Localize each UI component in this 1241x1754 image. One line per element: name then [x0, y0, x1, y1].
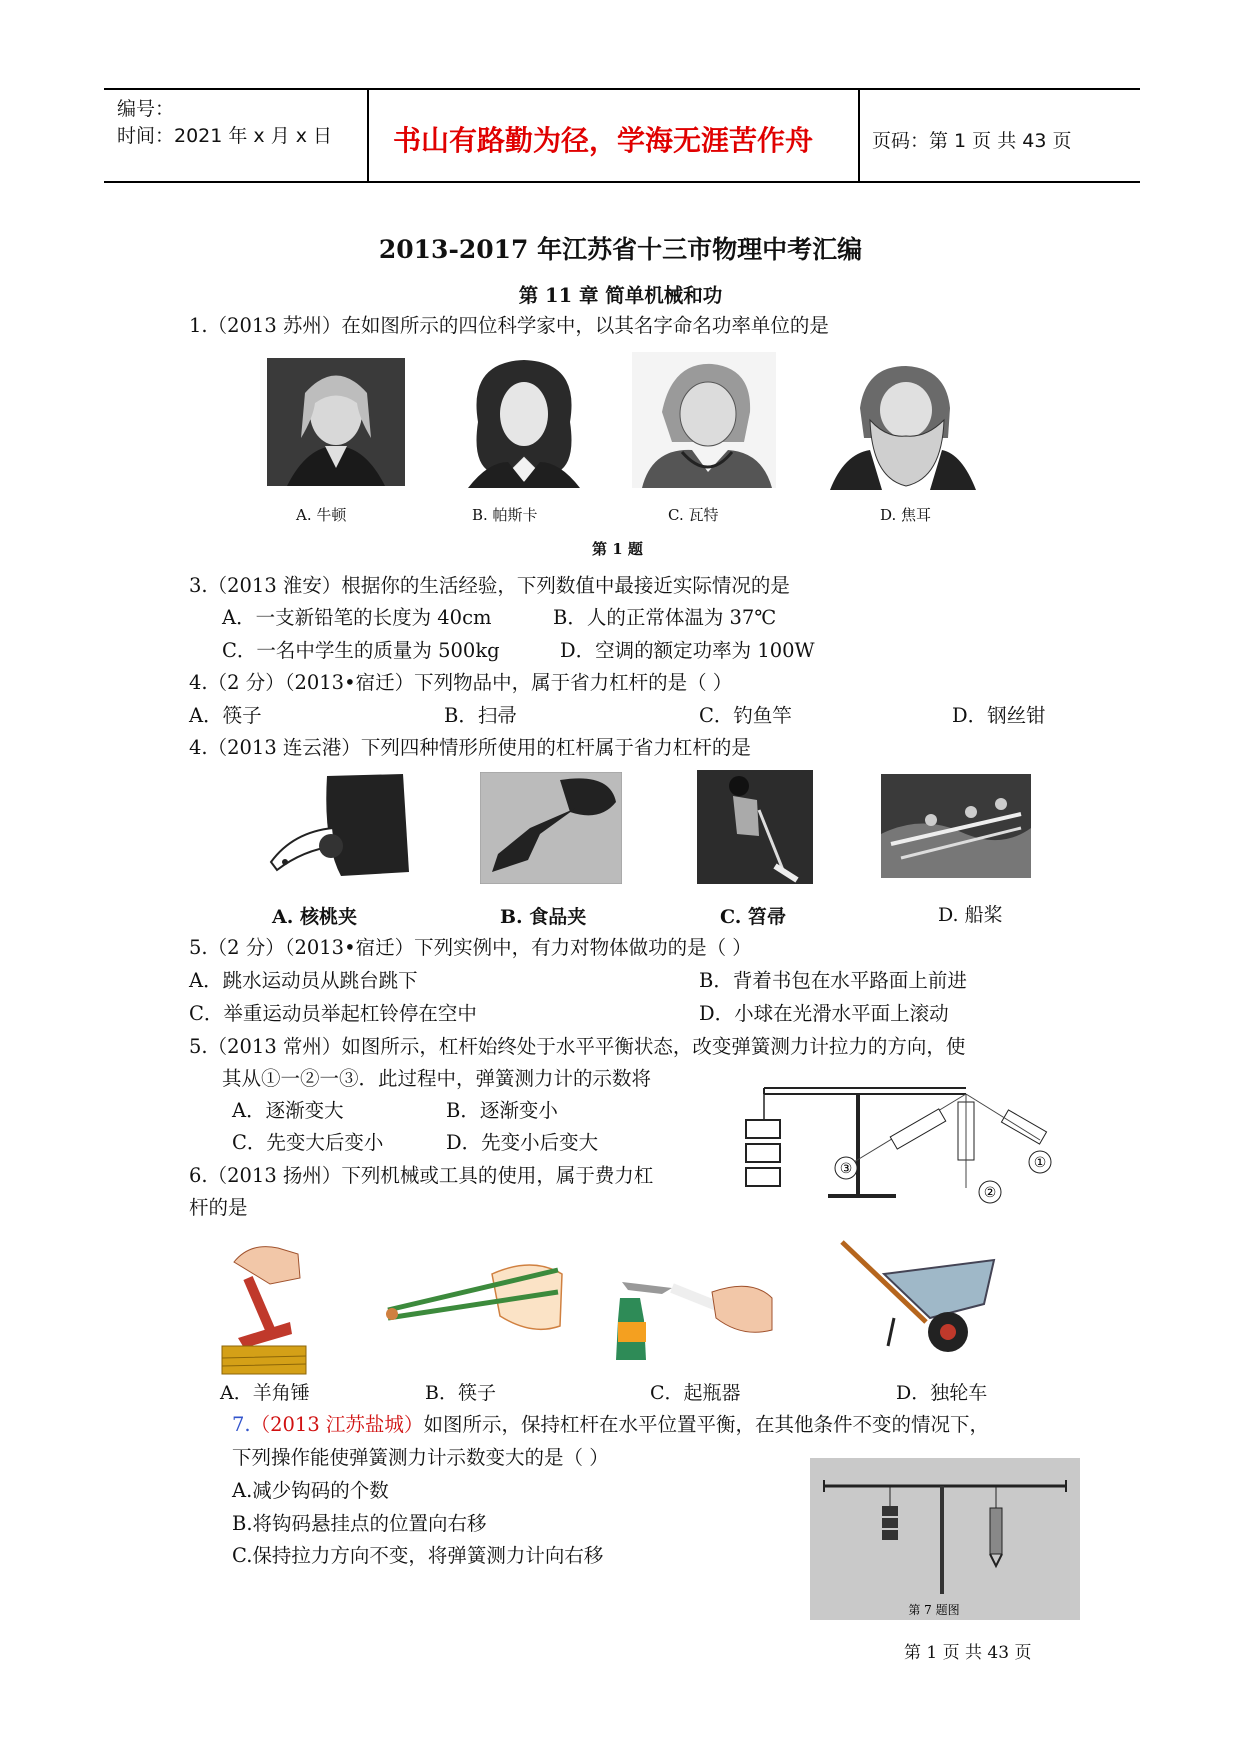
q5a-stem: 5.（2 分）（2013•宿迁）下列实例中，有力对物体做功的是（ ）: [189, 936, 752, 959]
q5a-option-b: B．背着书包在水平路面上前进: [699, 969, 967, 992]
mark-3: ③: [839, 1161, 853, 1177]
q3-option-d: D．空调的额定功率为 100W: [560, 639, 815, 662]
q1-figure-label: 第 1 题: [592, 540, 643, 558]
q7-figure-label: 第 7 题图: [908, 1603, 960, 1617]
q4b-stem: 4.（2013 连云港）下列四种情形所使用的杠杆属于省力杠杆的是: [189, 736, 751, 759]
q4b-caption-b: B. 食品夹: [500, 906, 587, 928]
q5b-option-a: A．逐渐变大: [232, 1099, 344, 1122]
q7-option-a: A.减少钩码的个数: [232, 1479, 389, 1502]
header-bottom-rule: [104, 181, 1140, 183]
q4a-option-b: B．扫帚: [444, 704, 517, 727]
q6-stem-line1: 6.（2013 扬州）下列机械或工具的使用，属于费力杠: [189, 1164, 654, 1187]
q1-caption-b: B. 帕斯卡: [472, 506, 538, 524]
q4a-option-d: D．钢丝钳: [952, 704, 1046, 727]
broom-image: [697, 770, 813, 884]
q7-stem-line1: [232, 1415, 989, 1435]
q6-caption-d: D．独轮车: [896, 1382, 988, 1404]
q4a-stem: 4.（2 分）（2013•宿迁）下列物品中，属于省力杠杆的是（ ）: [189, 671, 733, 694]
header-divider-1: [367, 88, 369, 182]
q6-caption-c: C．起瓶器: [650, 1382, 741, 1404]
mark-2: ②: [983, 1185, 997, 1201]
q4a-option-a: A．筷子: [189, 704, 262, 727]
q6-caption-b: B．筷子: [425, 1382, 496, 1404]
q1-caption-c: C. 瓦特: [668, 506, 719, 524]
q7-source: （2013 江苏盐城）: [250, 1413, 424, 1436]
q5a-option-c: C．举重运动员举起杠铃停在空中: [189, 1002, 477, 1025]
q4a-option-c: C．钓鱼竿: [699, 704, 792, 727]
q4b-caption-a: A. 核桃夹: [272, 906, 357, 928]
q6-caption-a: A．羊角锤: [220, 1382, 310, 1404]
q1-caption-a: A. 牛顿: [296, 506, 347, 524]
q5b-option-b: B．逐渐变小: [446, 1099, 558, 1122]
portrait-joule: [830, 358, 976, 490]
q1-caption-d: D. 焦耳: [880, 506, 932, 524]
q7-option-c: C.保持拉力方向不变，将弹簧测力计向右移: [232, 1544, 604, 1567]
q3-stem: 3.（2013 淮安）根据你的生活经验，下列数值中最接近实际情况的是: [189, 574, 790, 597]
page-info: 页码：第 1 页 共 43 页: [872, 130, 1072, 152]
q5b-option-d: D．先变小后变大: [446, 1131, 599, 1154]
boat-oar-image: [881, 774, 1031, 878]
doc-title: 2013-2017 年江苏省十三市物理中考汇编: [378, 235, 863, 264]
wheelbarrow-image: [834, 1234, 1004, 1360]
food-tongs-image: [480, 772, 622, 884]
q5a-option-d: D．小球在光滑水平面上滚动: [699, 1002, 949, 1025]
footer-page-number: 第 1 页 共 43 页: [904, 1643, 1032, 1663]
nutcracker-image: [263, 772, 413, 882]
q5a-option-a: A．跳水运动员从跳台跳下: [189, 969, 418, 992]
portrait-newton: [267, 358, 405, 486]
q3-option-c: C．一名中学生的质量为 500kg: [222, 639, 500, 662]
q7-lever-photo: [810, 1458, 1080, 1620]
q6-stem-line2: 杆的是: [189, 1196, 248, 1219]
q3-option-a: A．一支新铅笔的长度为 40cm: [222, 606, 492, 629]
q4b-caption-d: D. 船桨: [938, 904, 1003, 926]
portrait-pascal: [458, 352, 590, 488]
portrait-watt: [632, 352, 776, 488]
q1-stem: 1.（2013 苏州）在如图所示的四位科学家中，以其名字命名功率单位的是: [189, 314, 829, 337]
q7-stem-rest: 如图所示，保持杠杆在水平位置平衡，在其他条件不变的情况下，: [423, 1413, 989, 1436]
header-top-rule: [104, 88, 1140, 90]
q7-option-b: B.将钩码悬挂点的位置向右移: [232, 1512, 487, 1535]
q7-number: 7.: [232, 1413, 251, 1436]
chopsticks-image: [382, 1256, 566, 1348]
q5b-stem-line1: 5.（2013 常州）如图所示，杠杆始终处于水平平衡状态，改变弹簧测力计拉力的方向，使: [189, 1035, 966, 1058]
q5b-option-c: C．先变大后变小: [232, 1131, 384, 1154]
q7-stem-line2: 下列操作能使弹簧测力计示数变大的是（ ）: [232, 1446, 609, 1469]
serial-label: 编号：: [117, 98, 175, 120]
q5b-stem-line2: 其从①一②一③．此过程中，弹簧测力计的示数将: [222, 1067, 652, 1090]
motto: 书山有路勤为径，学海无涯苦作舟: [393, 124, 814, 157]
mark-1: ①: [1033, 1155, 1047, 1171]
claw-hammer-image: [220, 1238, 310, 1378]
time-label: 时间：2021 年 x 月 x 日: [117, 125, 333, 147]
chapter-title: 第 11 章 简单机械和功: [518, 284, 723, 307]
header-divider-2: [858, 88, 860, 182]
q3-option-b: B．人的正常体温为 37℃: [553, 606, 777, 629]
lever-spring-scale-diagram: [740, 1068, 1060, 1218]
q4b-caption-c: C. 笤帚: [720, 906, 787, 928]
bottle-opener-image: [612, 1258, 776, 1360]
